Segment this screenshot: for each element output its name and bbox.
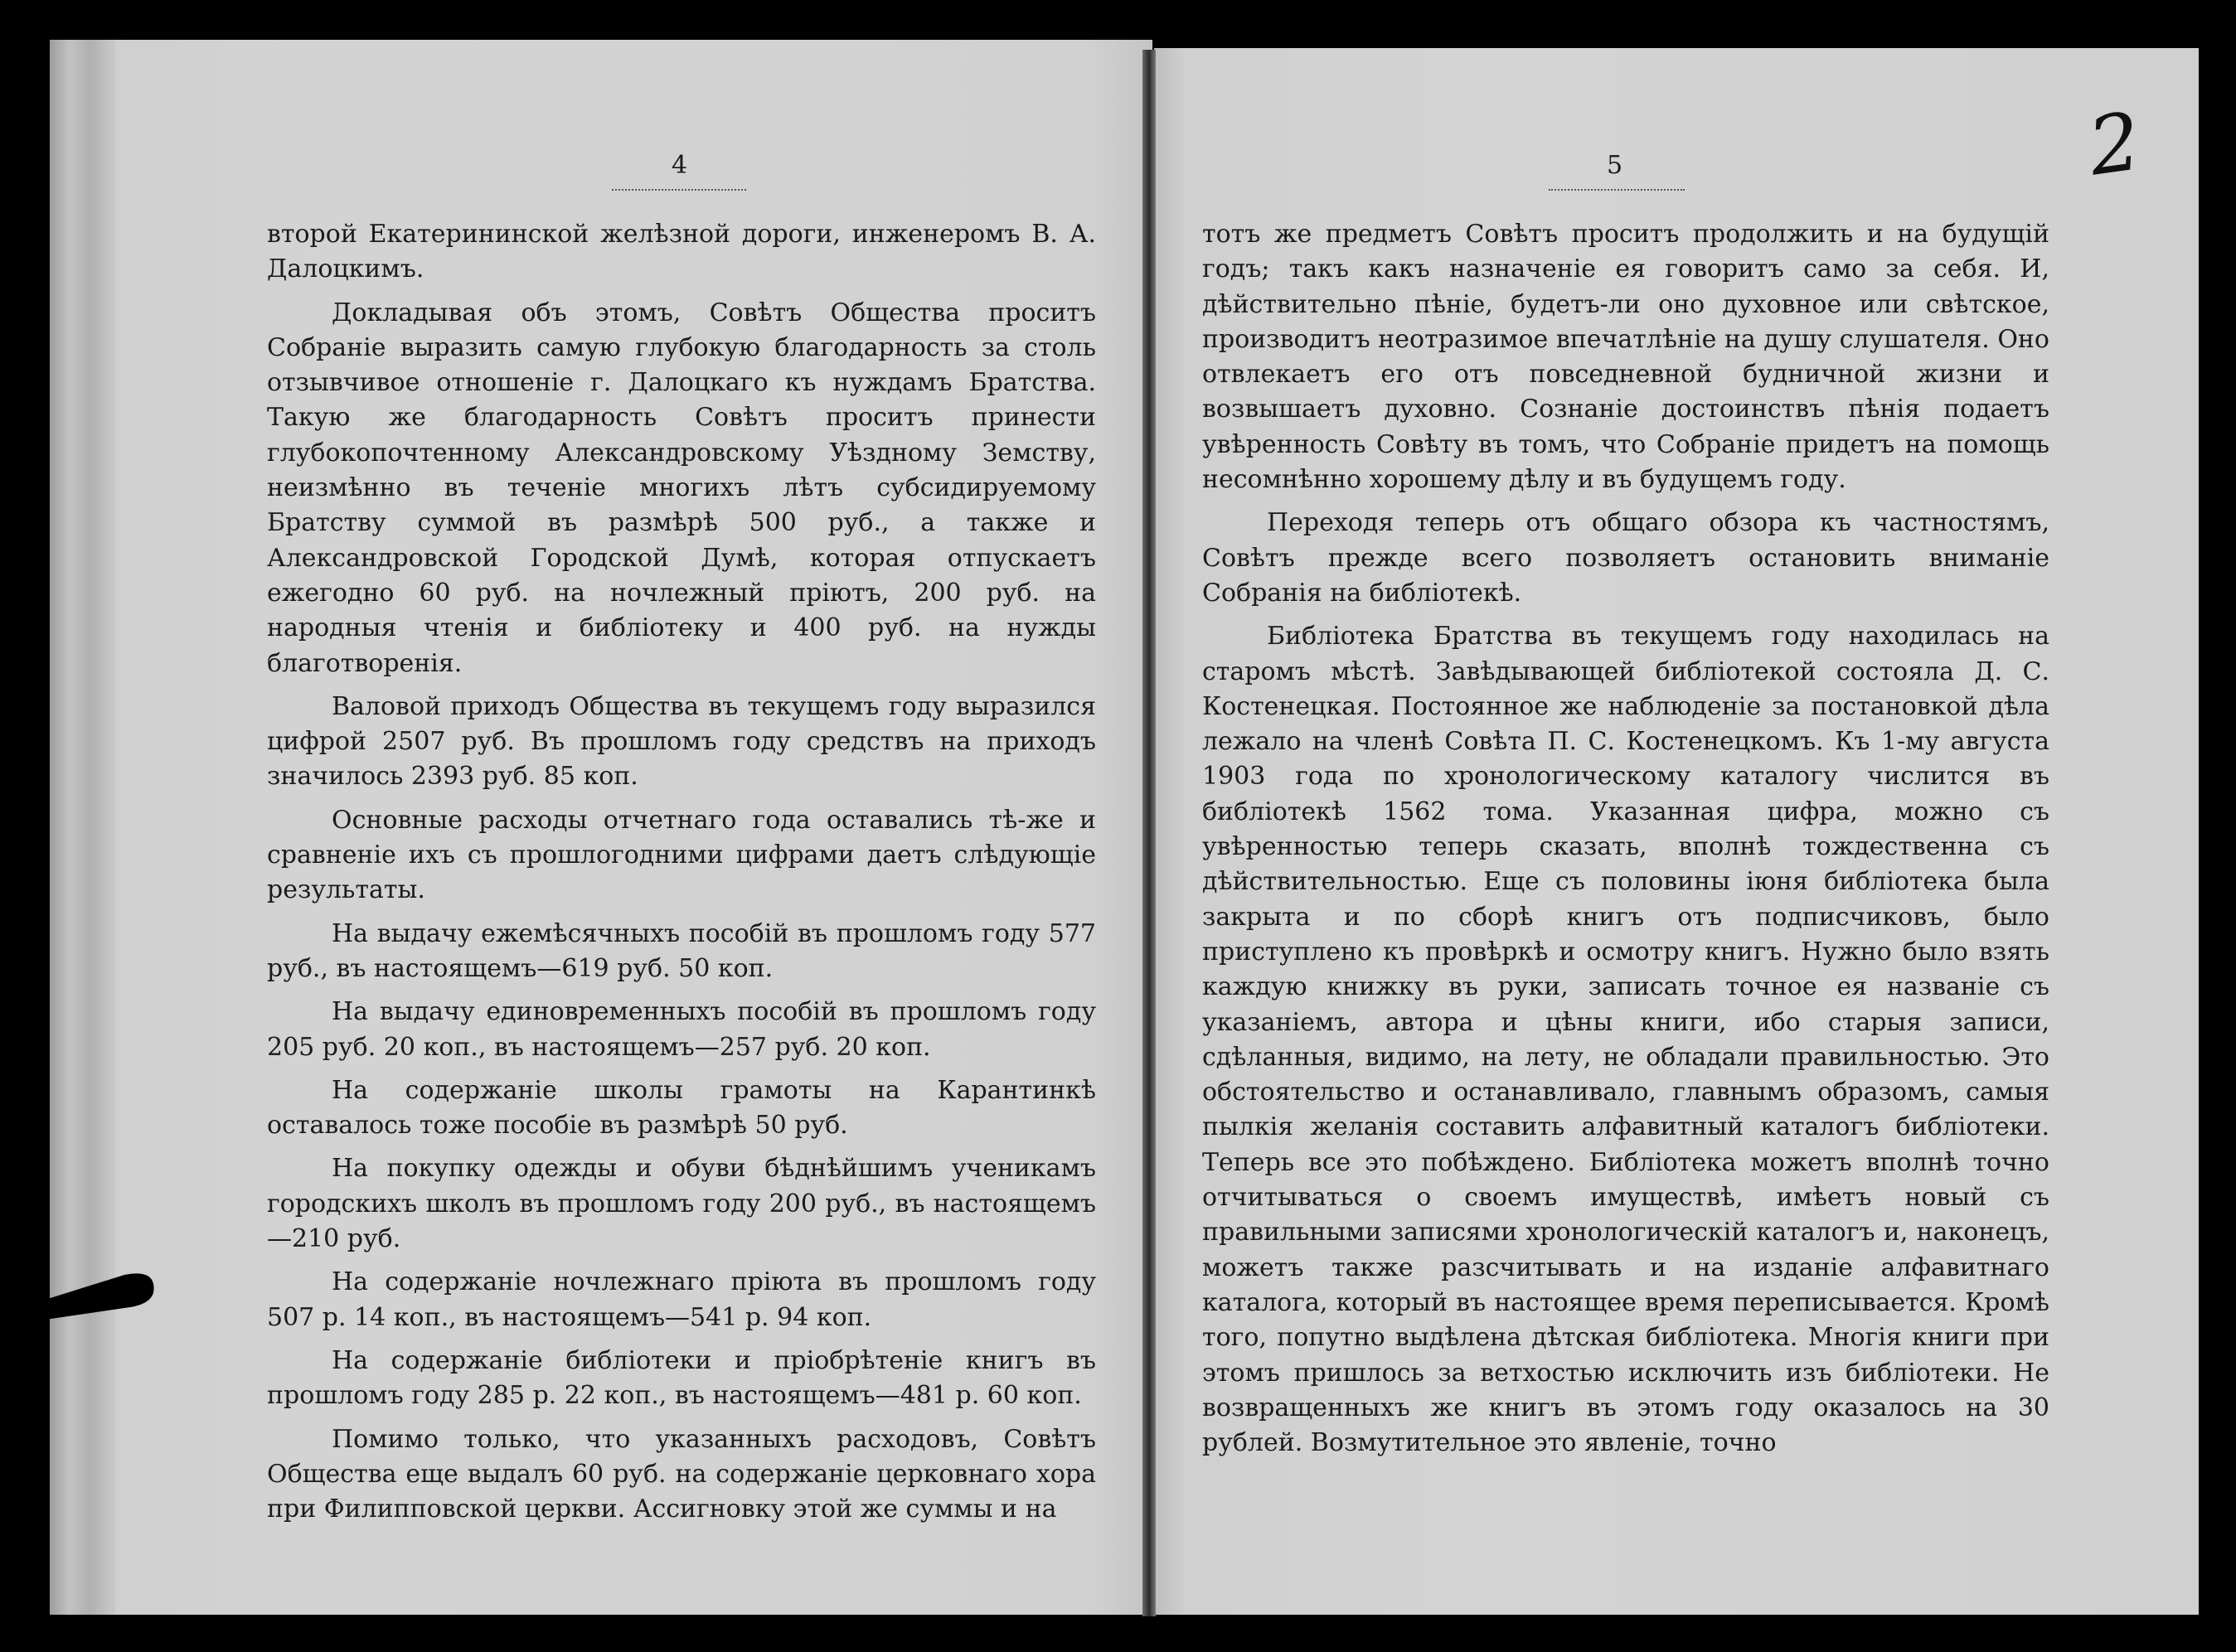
left-paragraph: Докладывая объ этомъ, Совѣтъ Общества проситъ Собраніе выразить самую глубокую благодарность за столь отзывчивое отношеніе г. Далоцкаго къ нуждамъ Братства. Такую же благодарность Совѣтъ проситъ принести глубокопочтенному Александровскому Уѣздному Земству, неизмѣнно въ теченіе многихъ лѣтъ субсидируемому Братству суммой въ размѣрѣ 500 руб., а также и Александровской Городской Думѣ, которая отпускаетъ ежегодно 60 руб. на ночлежный пріютъ, 200 руб. на народныя чтенія и библіотеку и 400 руб. на нужды благотворенія. — [267, 298, 1096, 678]
left-page-number: 4 — [672, 151, 689, 180]
page-marker-tab — [0, 1268, 166, 1326]
right-paragraph: Библіотека Братства въ текущемъ году находилась на старомъ мѣстѣ. Завѣдывающей библіотекой состояла Д. С. Костенецкая. Постоянное же наблюденіе за постановкой дѣла лежало на членѣ Совѣта П. С. Костенецкомъ. Къ 1-му августа 1903 года по хронологическому каталогу числится въ библіотекѣ 1562 тома. Указанная цифра, можно съ увѣренностью теперь сказать, вполнѣ тождественна съ дѣйствительностью. Еще съ половины іюня библіотека была закрыта и по сборѣ книгъ отъ подписчиковъ, было приступлено къ провѣркѣ и осмотру книгъ. Нужно было взять каждую книжку въ руки, записать точное ея названіе съ указаніемъ, автора и цѣны книги, ибо старыя записи, сдѣланныя, видимо, на лету, не обладали правильностью. Это обстоятельство и останавливало, главнымъ образомъ, самыя пылкія желанія составить алфавитный каталогъ библіотеки. Теперь все это побѣждено. Библіотека можетъ вполнѣ точно отчитываться о своемъ имуществѣ, имѣетъ новый съ правильными записями хронологическій каталогъ и, наконецъ, можетъ также разсчитывать и на изданіе алфавитнаго каталога, который въ настоящее время переписывается. Кромѣ того, попутно выдѣлена дѣтская библіотека. Многія книги при этомъ пришлось за ветхостью исключить изъ библіотеки. Не возвращенныхъ же книгъ въ этомъ году оказалось на 30 рублей. Возмутительное это явленіе, точно — [1202, 622, 2049, 1458]
right-header-rule — [1549, 189, 1685, 191]
right-paragraph: Переходя теперь отъ общаго обзора къ частностямъ, Совѣтъ прежде всего позволяетъ остановить вниманіе Собранія на библіотекѣ. — [1202, 508, 2049, 608]
left-paragraph: второй Екатерининской желѣзной дороги, инженеромъ В. А. Далоцкимъ. — [267, 220, 1096, 284]
right-paragraph: тотъ же предметъ Совѣтъ проситъ продолжить и на будущій годъ; такъ какъ назначеніе ея говоритъ само за себя. И, дѣйствительно пѣніе, будетъ-ли оно духовное или свѣтское, производитъ неотразимое впечатлѣніе на душу слушателя. Оно отвлекаетъ его отъ повседневной будничной жизни и возвышаетъ духовно. Сознаніе достоинствъ пѣнія подаетъ увѣренность Совѣту въ томъ, что Собраніе придетъ на помощь несомнѣнно хорошему дѣлу и въ будущемъ году. — [1202, 220, 2049, 495]
left-paragraph: Помимо только, что указанныхъ расходовъ, Совѣтъ Общества еще выдалъ 60 руб. на содержаніе церковнаго хора при Филипповской церкви. Ассигновку этой же суммы и на — [267, 1424, 1096, 1524]
left-paragraph: На содержаніе ночлежнаго пріюта въ прошломъ году 507 р. 14 коп., въ настоящемъ—541 р. 94 коп. — [267, 1267, 1096, 1332]
left-paragraph: На содержаніе школы грамоты на Карантинкѣ оставалось тоже пособіе въ размѣрѣ 50 руб. — [267, 1075, 1096, 1141]
left-paragraph: На покупку одежды и обуви бѣднѣйшимъ ученикамъ городскихъ школъ въ прошломъ году 200 руб., въ настоящемъ—210 руб. — [267, 1154, 1096, 1254]
book-gutter — [1142, 50, 1156, 1616]
left-paragraph: Валовой приходъ Общества въ текущемъ году выразился цифрой 2507 руб. Въ прошломъ году средствъ на приходъ значилось 2393 руб. 85 коп. — [267, 691, 1096, 792]
handwritten-folio-mark: 2 — [2083, 94, 2146, 194]
left-page-text — [267, 217, 1096, 1535]
right-page-number: 5 — [1607, 151, 1624, 180]
left-paragraph: На содержаніе библіотеки и пріобрѣтеніе книгъ въ прошломъ году 285 р. 22 коп., въ настоящемъ—481 р. 60 коп. — [267, 1345, 1096, 1411]
page-edge-strip — [50, 40, 116, 1615]
left-paragraph: На выдачу ежемѣсячныхъ пособій въ прошломъ году 577 руб., въ настоящемъ—619 руб. 50 коп. — [267, 918, 1096, 983]
left-paragraph: На выдачу единовременныхъ пособій въ прошломъ году 205 руб. 20 коп., въ настоящемъ—257 руб. 20 коп. — [267, 997, 1096, 1062]
left-paragraph: Основные расходы отчетнаго года оставались тѣ-же и сравненіе ихъ съ прошлогодними цифрами даетъ слѣдующіе результаты. — [267, 805, 1096, 905]
right-page-text — [1202, 217, 2049, 1469]
left-header-rule — [612, 189, 746, 191]
